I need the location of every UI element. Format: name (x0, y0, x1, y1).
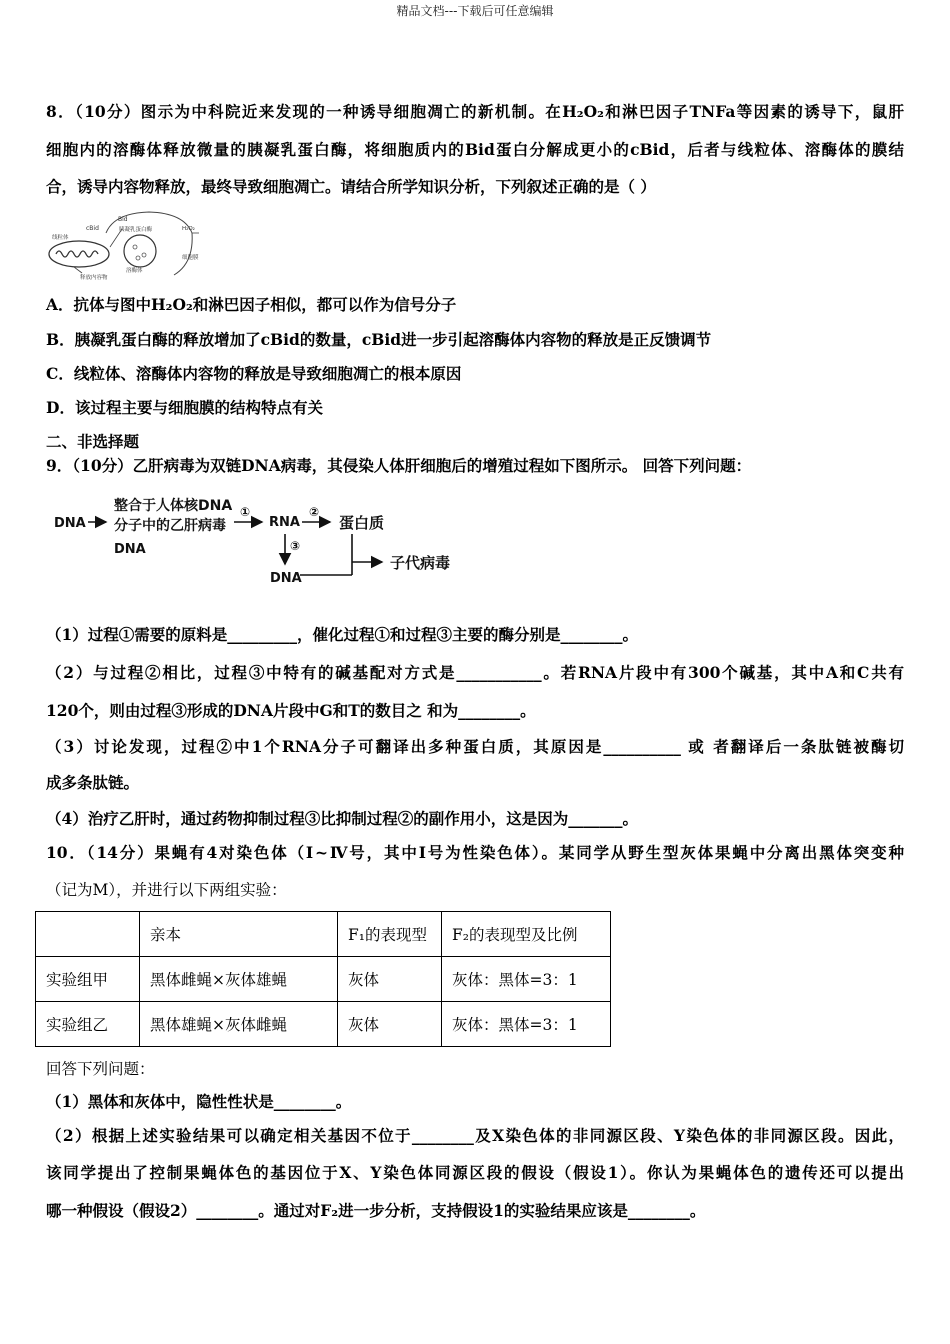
q9-part4: （4）治疗乙肝时，通过药物抑制过程③比抑制过程②的副作用小，这是因为_______。 (46, 809, 639, 828)
table-header-cell (36, 912, 140, 957)
q8-option-b: B．胰凝乳蛋白酶的释放增加了cBid的数量，cBid进一步引起溶酶体内容物的释放是正反馈调节 (46, 330, 712, 349)
section-heading: 二、非选择题 (46, 432, 140, 451)
table-cell: 黑体雄蝇×灰体雌蝇 (140, 1002, 338, 1047)
table-cell: 黑体雌蝇×灰体雄蝇 (140, 957, 338, 1002)
progeny-virus-label: 子代病毒 (390, 554, 451, 572)
table-cell: 灰体：黑体=3：1 (442, 1002, 611, 1047)
fig-label-h2o2: H₂O₂ (182, 226, 195, 232)
q8-option-d: D．该过程主要与细胞膜的结构特点有关 (46, 398, 323, 417)
step3-label: ③ (290, 539, 301, 553)
fig-label-bid: Bid (118, 216, 128, 223)
q8-option-c: C．线粒体、溶酶体内容物的释放是导致细胞凋亡的根本原因 (46, 364, 462, 383)
q10-answer-intro: 回答下列问题： (46, 1060, 155, 1078)
q9-part3-line1: （3）讨论发现，过程②中1个RNA分子可翻译出多种蛋白质，其原因是__________ 或 者翻译后一条肽链被酶切 (46, 737, 904, 756)
q9-stem: 9．（10分）乙肝病毒为双链DNA病毒，其侵染人体肝细胞后的增殖过程如下图所示。 回答下列问题： (46, 456, 752, 475)
table-header-cell: 亲本 (140, 912, 338, 957)
fig-label-lyso: 溶酶体 (126, 268, 143, 274)
q10-stem-line1 (46, 842, 904, 864)
table-row (36, 957, 611, 1002)
table-row (36, 1002, 611, 1047)
q10-stem-line2: （记为M），并进行以下两组实验： (46, 881, 287, 899)
integrated-dna-line1: 整合于人体核DNA (114, 498, 233, 514)
table-cell: 实验组乙 (36, 1002, 140, 1047)
q10-part1: （1）黑体和灰体中，隐性性状是________。 (46, 1092, 352, 1111)
hbv-replication-figure (52, 490, 482, 590)
table-header-cell: F₁的表现型 (338, 912, 442, 957)
step1-label: ① (240, 505, 251, 519)
q9-part2-line2: 120个，则由过程③形成的DNA片段中G和T的数目之 和为________。 (46, 701, 536, 720)
q9-part3-line2: 成多条肽链。 (46, 773, 140, 792)
page-header: 精品文档---下载后可任意编辑 (396, 4, 554, 18)
step2-label: ② (309, 505, 320, 519)
q9-part1: （1）过程①需要的原料是_________，催化过程①和过程③主要的酶分别是________。 (46, 625, 639, 644)
protein-label: 蛋白质 (339, 514, 385, 532)
apoptosis-mechanism-figure (44, 207, 214, 283)
q10-part2-line3: 哪一种假设（假设2）________。通过对F₂进一步分析，支持假设1的实验结果应该是________。 (46, 1201, 706, 1220)
rna-label: RNA (269, 515, 300, 530)
q10-stem-text: 10．（14分）果蝇有4对染色体（Ⅰ~Ⅳ号，其中Ⅰ号为性染色体）。某同学从野生型灰体果蝇中分离出黑体突变种 (46, 843, 904, 862)
experiment-table (35, 911, 611, 1047)
table-header-cell: F₂的表现型及比例 (442, 912, 611, 957)
q8-stem-line1: 8．（10分）图示为中科院近来发现的一种诱导细胞凋亡的新机制。在H₂O₂和淋巴因子TNFa等因素的诱导下，鼠肝 (46, 102, 904, 121)
fig-label-mito: 线粒体 (52, 235, 69, 241)
table-cell: 灰体 (338, 957, 442, 1002)
fig-label-enzyme: 胰凝乳蛋白酶 (119, 227, 153, 233)
table-cell: 实验组甲 (36, 957, 140, 1002)
fig-label-release: 释放内容物 (80, 275, 108, 281)
table-cell: 灰体：黑体=3：1 (442, 957, 611, 1002)
table-cell: 灰体 (338, 1002, 442, 1047)
fig-label-cell: 细胞膜 (182, 255, 199, 261)
q9-part2-line1: （2）与过程②相比，过程③中特有的碱基配对方式是___________。若RNA片段中有300个碱基，其中A和C共有 (46, 663, 904, 682)
q10-part2-line2: 该同学提出了控制果蝇体色的基因位于X、Y染色体同源区段的假设（假设1）。你认为果蝇体色的遗传还可以提出 (46, 1163, 904, 1182)
table-header-row (36, 912, 611, 957)
q8-stem-line2: 细胞内的溶酶体释放微量的胰凝乳蛋白酶，将细胞质内的Bid蛋白分解成更小的cBid，后者与线粒体、溶酶体的膜结 (46, 140, 904, 159)
dna-left-label: DNA (54, 516, 86, 531)
integrated-dna-line2: 分子中的乙肝病毒 (114, 518, 226, 534)
q8-stem-line3: 合，诱导内容物释放，最终导致细胞凋亡。请结合所学知识分析，下列叙述正确的是（ ） (46, 177, 656, 196)
q10-part2-line1: （2）根据上述实验结果可以确定相关基因不位于________及X染色体的非同源区段、Y染色体的非同源区段。因此， (46, 1126, 904, 1145)
fig-label-cbid: cBid (86, 225, 99, 232)
q8-option-a: A．抗体与图中H₂O₂和淋巴因子相似，都可以作为信号分子 (46, 295, 457, 314)
dna-bottom-label: DNA (270, 571, 302, 586)
integrated-dna-line3: DNA (114, 542, 146, 557)
